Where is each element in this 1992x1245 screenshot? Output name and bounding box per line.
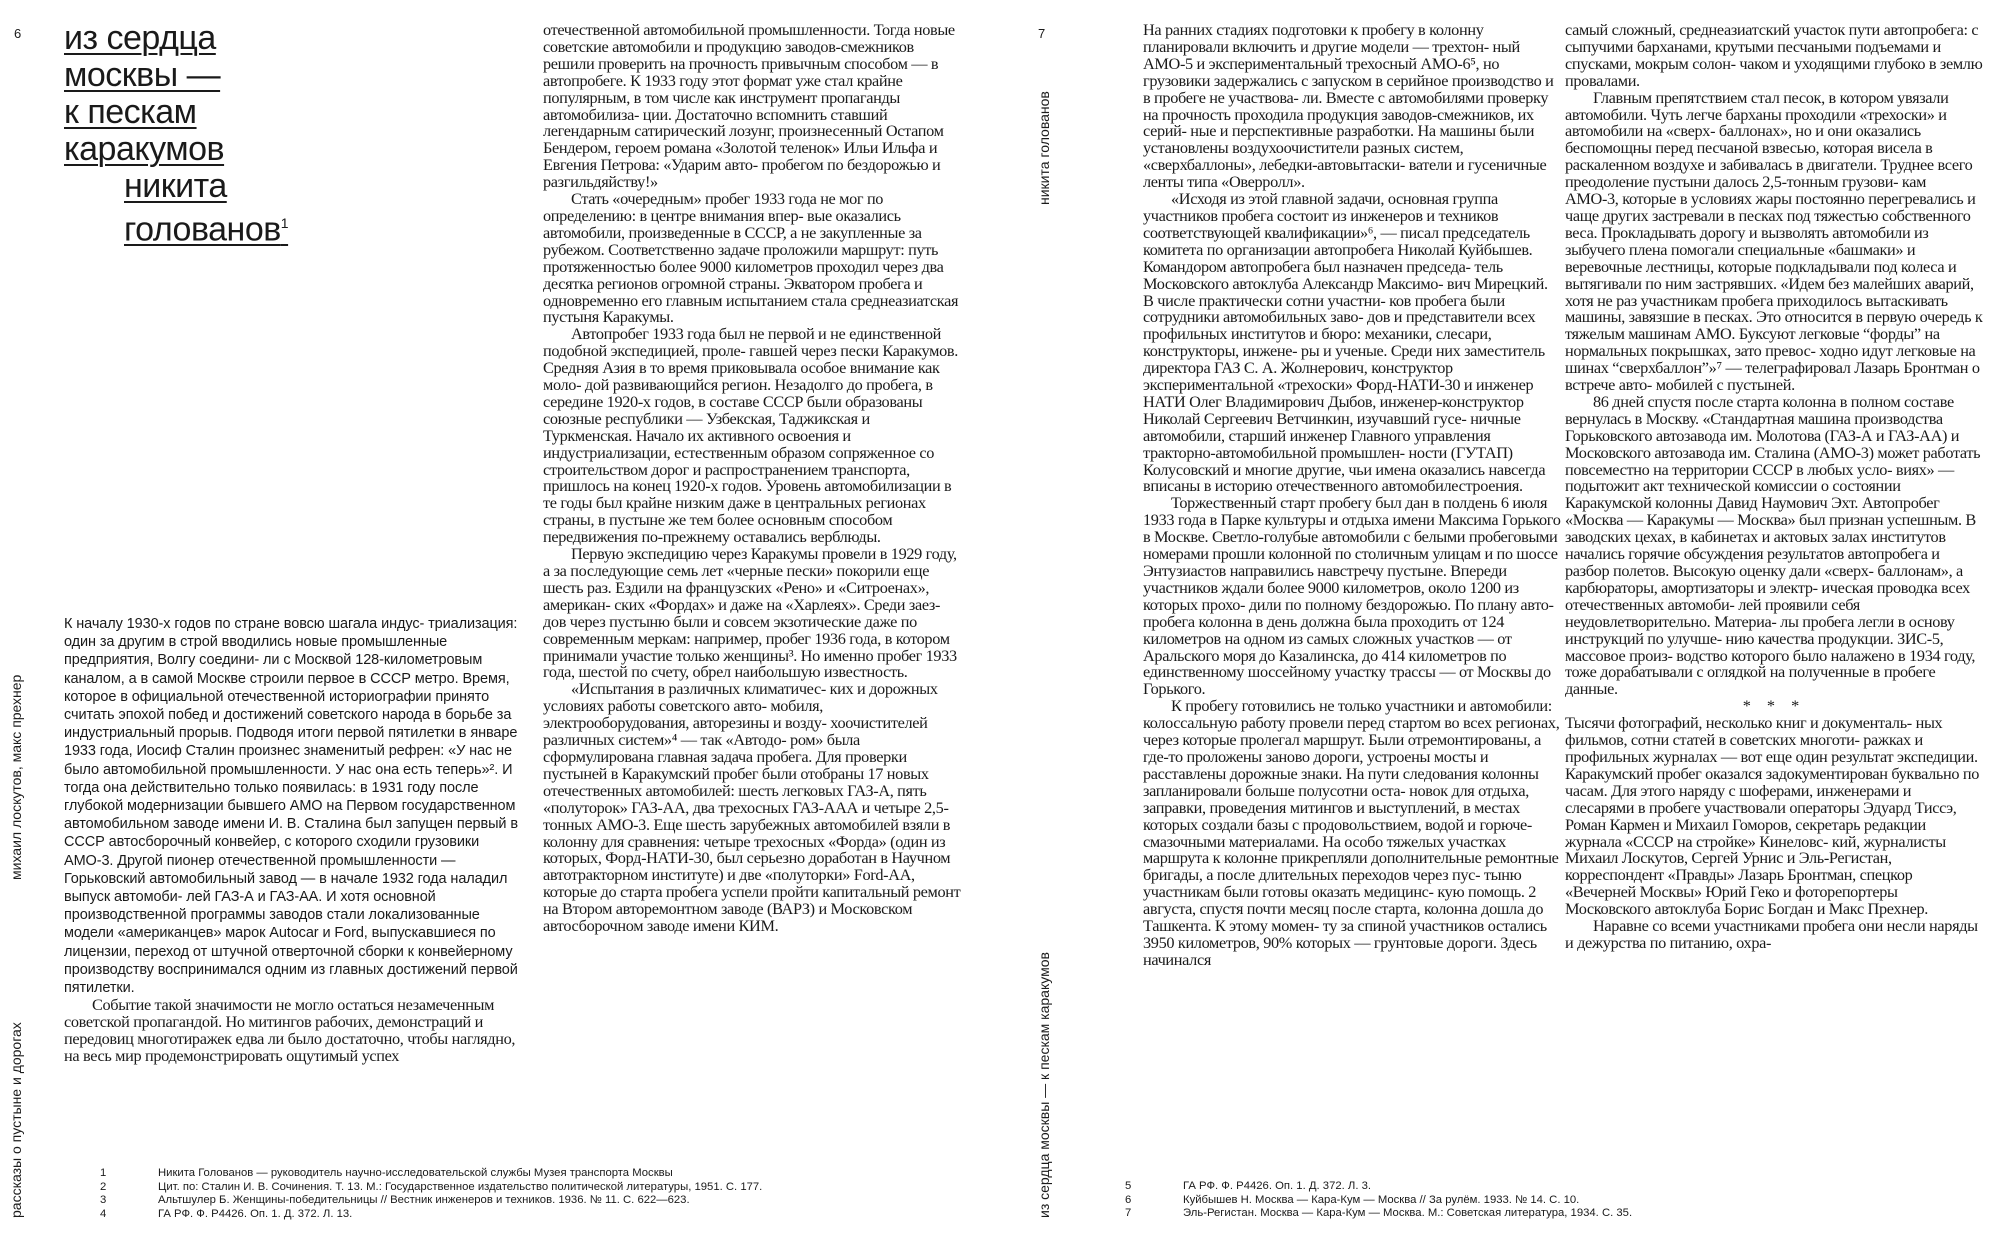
footnote: 4 ГА РФ. Ф. Р4426. Оп. 1. Д. 372. Л. 13. [100, 1207, 353, 1220]
title-author-line: никита [124, 167, 227, 205]
footnotes-right [1125, 1180, 1985, 1221]
paragraph: Первую экспедицию через Каракумы провели в 1929 году, а за последующие семь лет «черные пески» покорили еще шесть раз. Ездили на французских «Рено» и «Ситроенах», американ- ских «Фордах» и даже на «Харлеях». Среди заез- дов через пустыню были и совсем экзотические даже по современным меркам: например, пробег 1936 года, в котором принимали участие только женщины³. Но именно пробег 1933 года, шестой по счету, обрел наибольшую известность. [543, 544, 957, 682]
byline-vertical: михаил лоскутов, макс прехнер [8, 674, 24, 880]
paragraph: «Исходя из этой главной задачи, основная группа участников пробега состоит из инженеров и техников соответствующей квалификации»⁶, — писал председатель комитета по организации автопробега Николай Куйбышев. Командором автопробега был назначен председа- тель Московского автоклуба Александр Максимо- вич Мирецкий. В числе практически сотни участни- ков пробега были сотрудники автомобильных заво- дов и представители всех профильных институтов и бюро: механики, слесари, конструкторы, инжене- ры и ученые. Среди них заместитель директора ГАЗ С. А. Жолнерович, конструктор экспериментальной «трехоски» Форд-НАТИ-30 и инженер НАТИ Олег Владимирович Дыбов, инженер-конструктор Николай Сергеевич Ветчинкин, изучавший гусе- ничные автомобили, старший инженер Главного управления тракторно-автомобильной промышлен- ности (ГУТАП) Колусовский и многие другие, чьи имена оказались навсегда вписаны в историю отечественного автомобилестроения. [1143, 189, 1548, 496]
paragraph: Наравне со всеми участниками пробега они несли наряды и дежурства по питанию, охра- [1565, 916, 1978, 952]
paragraph: К началу 1930-х годов по стране вовсю шагала индус- триализация: один за другим в строй вводились новые промышленные предприятия, Волгу соедини- ли с Москвой 128-километровым каналом, а в самой Москве строили первое в СССР метро. Время, которое в официальной отечественной историографии принято считать эпохой побед и достижений советского народа в борьбе за индустриальный прорыв. Подводя итоги первой пятилетки в январе 1933 года, Иосиф Сталин произнес знаменитый рефрен: «У нас не было автомобильной промышленности. У нас она есть теперь»². И тогда она действительно только появилась: в 1931 году после глубокой модернизации бывшего АМО на Первом государственном автомобильном заводе имени И. В. Сталина был запущен первый в СССР автосборочный конвейер, с которого сходили грузовики АМО-3. Другой пионер отечественной промышленности — Горьковский автомобильный завод — в начале 1932 года наладил выпуск автомоби- лей ГАЗ-А и ГАЗ-АА. И хотя основной производственной программы заводов стали локализованные модели «американцев» марок Autocar и Ford, выпускавшиеся по лицензии, переход от штучной отверточной сборки к конвейерному производству воспринимался одним из главных достижений первой пятилетки. [64, 616, 518, 997]
paragraph: отечественной автомобильной промышленности. Тогда новые советские автомобили и продукцию заводов-смежников решили проверить на прочность привычным способом — в автопробеге. К 1933 году этот формат уже стал крайне популярным, в том числе как инструмент пропаганды автомобилиза- ции. Достаточно вспомнить ставший легендарным сатирический лозунг, произнесенный Остапом Бендером, героем романа «Золотой теленок» Ильи Ильфа и Евгения Петрова: «Ударим авто- пробегом по бездорожью и разгильдяйству!» [543, 20, 955, 192]
left-column-2 [543, 22, 961, 935]
paragraph: Автопробег 1933 года был не первой и не единственной подобной экспедицией, проле- гавшей через пески Каракумов. Средняя Азия в то время приковывала особое внимание как моло- дой развивающийся регион. Незадолго до пробега, в середине 1920-х годов, в составе СССР были образованы союзные республики — Узбекская, Таджикская и Туркменская. Начало их активного освоения и индустриализации, естественным образом сопряженное со строительством дорог и распространением транспорта, пришлось на конец 1920-х годов. Уровень автомобилизации в те годы был крайне низким даже в центральных регионах страны, в пустыне же тем более основным способом передвижения по-прежнему оставались верблюды. [543, 324, 958, 547]
author-vertical: никита голованов [1036, 91, 1052, 205]
footnote: 1 Никита Голованов — руководитель научно-исследовательской службы Музея транспорта Москвы [100, 1167, 673, 1179]
right-column-1 [1143, 22, 1561, 969]
page-number-right: 7 [1038, 26, 1046, 41]
left-column-1 [64, 615, 532, 1065]
footnote: 2 Цит. по: Сталин И. В. Сочинения. Т. 13. М.: Государственное издательство политической литературы, 1951. С. 177. [100, 1180, 763, 1193]
paragraph: Тысячи фотографий, несколько книг и документаль- ных фильмов, сотни статей в советских многоти- ражках и профильных журналах — вот еще один результат экспедиции. Каракумский пробег оказался задокументирован буквально по часам. Для этого наряду с шоферами, инженерами и слесарями в пробеге участвовали операторы Эдуард Тиссэ, Роман Кармен и Михаил Гоморов, секретарь редакции журнала «СССР на стройке» Кинеловс- кий, журналисты Михаил Лоскутов, Сергей Урнис и Эль-Регистан, корреспондент «Правды» Лазарь Бронтман, спецкор «Вечерней Москвы» Юрий Геко и фоторепортеры Московского автоклуба Борис Богдан и Макс Прехнер. [1565, 713, 1980, 919]
paragraph: Стать «очередным» пробег 1933 года не мог по определению: в центре внимания впер- вые оказались автомобили, произведенные в СССР, а не закупленные за рубежом. Соответственно задаче проложили маршрут: путь протяженностью более 9000 километров проходил через два десятка регионов огромной страны. Экватором пробега и одновременно его главным испытанием стала среднеазиатская пустыня Каракумы. [543, 189, 959, 327]
page-number-left: 6 [14, 26, 22, 41]
paragraph: Главным препятствием стал песок, в котором увязали автомобили. Чуть легче барханы проходили «трехоски» и автомобили на «сверх- баллонах», но и они оказались беспомощны перед песчаной взвесью, которая висела в раскаленном воздухе и забивалась в двигатели. Труднее всего преодоление пустыни далось 2,5-тонным грузови- кам АМО-3, которые в условиях жары постоянно перегревались и чаще других застревали в песках под тяжестью собственного веса. Прокладывать дорогу и вызволять автомобили из зыбучего плена помогали специальные «башмаки» и веревочные лестницы, которые подкладывали под колеса и вытягивали по ним застрявших. «Идем без малейших аварий, хотя не раз участникам пробега приходилось вытаскивать машины, завязшие в песках. Это относится в первую очередь к тяжелым машинам АМО. Буксуют легковые “форды” на нормальных покрышках, зато превос- ходно идут легковые на шинах “сверхбаллон”»⁷ — телеграфировал Лазарь Бронтман о встрече авто- мобилей с пустыней. [1565, 87, 1983, 395]
footnote-mark: 1 [280, 215, 289, 231]
paragraph: К пробегу готовились не только участники и автомобили: колоссальную работу провели перед стартом во всех регионах, через которые пролегал маршрут. Были отремонтированы, а где-то проложены заново дороги, устроены мосты и расставлены дорожные знаки. На пути следования колонны запланировали больше полусотни оста- новок для отдыха, заправки, проведения митингов и выступлений, в местах которых создали базы с продовольствием, водой и горюче-смазочными материалами. На особо тяжелых участках маршрута к колонне прикрепляли дополнительные ремонтные бригады, а после длительных переходов через пус- тыню участникам были готовы оказать медицинс- кую помощь. 2 августа, спустя почти месяц после старта, колонна дошла до Ташкента. К этому момен- ту за спиной участников остались 3950 километров, 90% которых — грунтовые дороги. Здесь начинался [1143, 696, 1560, 969]
paragraph: Событие такой значимости не могло остаться незамеченным советской пропагандой. Но митингов рабочих, демонстраций и передовиц многотиражек едва ли было достаточно, чтобы наглядно, на весь мир продемонстрировать ощутимый успех [64, 995, 516, 1065]
title-line: каракумов [64, 130, 225, 168]
section-separator: * * * [1742, 696, 1806, 716]
title-line: к пескам [64, 93, 197, 131]
article-title [64, 20, 424, 248]
paragraph: На ранних стадиях подготовки к пробегу в колонну планировали включить и другие модели — трехтон- ный АМО-5 и экспериментальный трехосный АМО-6⁵, но грузовики задержались с запуском в серийное производство и в пробеге не участвова- ли. Вместе с автомобилями проверку на прочность проходила продукция заводов-смежников, их серий- ные и перспективные разработки. На машины были установлены воздухоочистители разных систем, «сверхбаллоны», лебедки-автовытаски- ватели и гусеничные ленты типа «Оверролл». [1143, 20, 1554, 192]
paragraph: Торжественный старт пробегу был дан в полдень 6 июля 1933 года в Парке культуры и отдыха имени Максима Горького в Москве. Светло-голубые автомобили с белыми пробеговыми номерами прошли колонной по столичным улицам и по шоссе Энтузиастов направились навстречу пустыне. Впереди участников ждали более 9000 километров, около 1200 из которых прохо- дили по полному бездорожью. По плану авто- пробега колонна в день должна была проходить от 124 километров на одном из самых сложных участков — от Аральского моря до Казалинска, до 414 километров по единственному шоссейному участку трассы — от Москвы до Горького. [1143, 493, 1561, 699]
footnote: 5 ГА РФ. Ф. Р4426. Оп. 1. Д. 372. Л. 3. [1125, 1180, 1372, 1192]
paragraph: 86 дней спустя после старта колонна в полном составе вернулась в Москву. «Стандартная машина производства Горьковского автозавода им. Молотова (ГАЗ-А и ГАЗ-АА) и Московского автозавода им. Сталина (АМО-3) может работать повсеместно на территории СССР в любых усло- виях» — подытожит акт технической комиссии о состоянии Каракумской колонны Давид Наумович Эхт. Автопробег «Москва — Каракумы — Москва» был признан успешным. В заводских цехах, в кабинетах и актовых залах институтов начались горячие обсуждения результатов автопробега и разбор полетов. Высокую оценку дали «сверх- баллонам», а карбюраторы, амортизаторы и электр- ическая проводка всех отечественных автомоби- лей проявили себя неудовлетворительно. Материа- лы пробега легли в основу инструкций по улучше- нию качества продукции. ЗИС-5, массовое произ- водство которого было налажено в 1934 году, тоже дорабатывали с оглядкой на полученные в пробеге данные. [1565, 391, 1981, 699]
paragraph: самый сложный, среднеазиатский участок пути автопробега: с сыпучими барханами, крутыми песчаными подъемами и спусками, мокрым солон- чаком и уходящими глубоко в землю провалами. [1565, 20, 1983, 90]
title-line: из сердца [64, 19, 216, 57]
footnote: 3 Альтшулер Б. Женщины-победительницы // Вестник инженеров и техников. 1936. № 11. С. 622—623. [100, 1194, 690, 1207]
title-line: москвы — [64, 56, 221, 94]
title-author-line: голованов$^1$ [124, 210, 289, 249]
footnote: 7 Эль-Регистан. Москва — Кара-Кум — Москва. М.: Советская литература, 1934. С. 35. [1125, 1207, 1633, 1220]
footnote: 6 Куйбышев Н. Москва — Кара-Кум — Москва // За рулём. 1933. № 14. С. 10. [1125, 1193, 1580, 1206]
footnotes-left [100, 1167, 980, 1221]
running-head-left: рассказы о пустыне и дорогах [8, 1022, 24, 1218]
running-head-right: из сердца москвы — к пескам каракумов [1036, 952, 1052, 1218]
right-column-2 [1565, 22, 1983, 952]
paragraph: «Испытания в различных климатичес- ких и дорожных условиях работы советского авто- мобиля, электрооборудования, авторезины и возду- хоочистителей различных систем»⁴ — так «Автодо- ром» была сформулирована главная задача пробега. Для проверки пустыней в Каракумский пробег были отобраны 17 новых отечественных автомобилей: шесть легковых ГАЗ-А, пять «полуторок» ГАЗ-АА, два трехосных ГАЗ-ААА и четыре 2,5-тонных АМО-3. Еще шесть зарубежных автомобилей взяли в колонну для сравнения: четыре трехосных «Форда» (один из которых, Форд-НАТИ-30, был серьезно доработан в Научном автотракторном институте) и две «полуторки» Ford-AA, которые до старта пробега успели пройти капитальный ремонт на Втором авторемонтном заводе (ВАРЗ) и Московском автосборочном заводе имени КИМ. [543, 679, 961, 936]
